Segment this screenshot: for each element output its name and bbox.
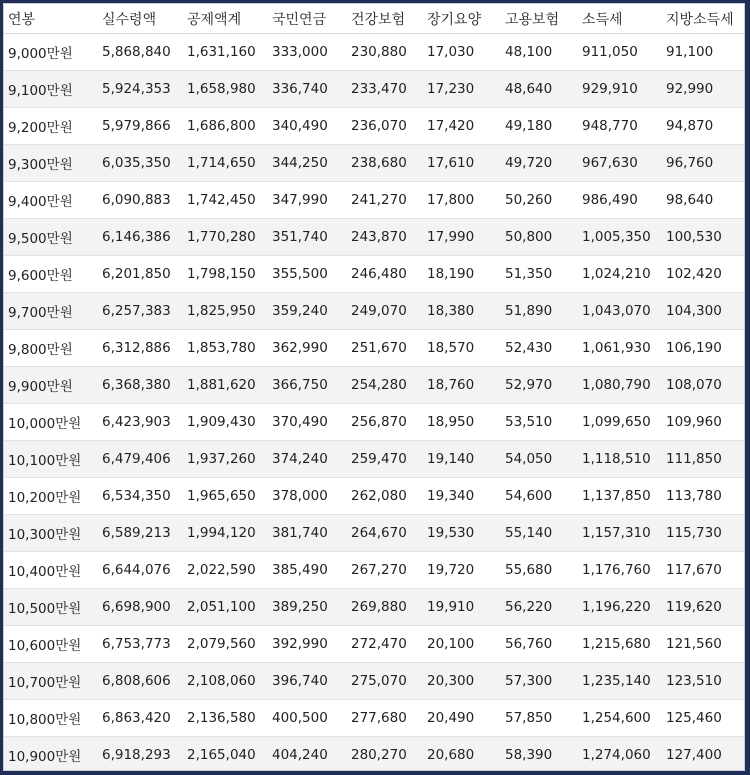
table-cell: 2,022,590 — [183, 552, 268, 589]
table-cell: 1,024,210 — [578, 256, 662, 293]
table-cell: 109,960 — [662, 404, 745, 441]
salary-table — [4, 4, 745, 771]
table-cell: 389,250 — [268, 589, 347, 626]
table-cell: 9,100만원 — [4, 71, 98, 108]
table-cell: 56,760 — [501, 626, 578, 663]
table-cell: 1,798,150 — [183, 256, 268, 293]
table-cell: 1,937,260 — [183, 441, 268, 478]
table-cell: 6,644,076 — [98, 552, 183, 589]
table-cell: 277,680 — [347, 700, 423, 737]
table-cell: 18,950 — [423, 404, 501, 441]
table-cell: 10,100만원 — [4, 441, 98, 478]
table-cell: 269,880 — [347, 589, 423, 626]
table-cell: 1,254,600 — [578, 700, 662, 737]
table-cell: 1,157,310 — [578, 515, 662, 552]
table-cell: 49,180 — [501, 108, 578, 145]
table-cell: 51,890 — [501, 293, 578, 330]
table-cell: 111,850 — [662, 441, 745, 478]
table-row — [4, 108, 745, 145]
table-cell: 49,720 — [501, 145, 578, 182]
table-cell: 18,570 — [423, 330, 501, 367]
table-cell: 2,108,060 — [183, 663, 268, 700]
table-cell: 1,658,980 — [183, 71, 268, 108]
table-cell: 19,720 — [423, 552, 501, 589]
table-cell: 333,000 — [268, 34, 347, 71]
table-row — [4, 34, 745, 71]
table-cell: 10,400만원 — [4, 552, 98, 589]
table-cell: 6,368,380 — [98, 367, 183, 404]
header-salary: 연봉 — [4, 4, 98, 34]
table-cell: 929,910 — [578, 71, 662, 108]
table-cell: 1,099,650 — [578, 404, 662, 441]
table-cell: 98,640 — [662, 182, 745, 219]
table-cell: 102,420 — [662, 256, 745, 293]
table-cell: 19,140 — [423, 441, 501, 478]
table-cell: 986,490 — [578, 182, 662, 219]
table-cell: 10,300만원 — [4, 515, 98, 552]
table-cell: 9,600만원 — [4, 256, 98, 293]
table-cell: 1,080,790 — [578, 367, 662, 404]
table-row — [4, 663, 745, 700]
table-row — [4, 367, 745, 404]
table-cell: 1,196,220 — [578, 589, 662, 626]
table-cell: 115,730 — [662, 515, 745, 552]
table-cell: 246,480 — [347, 256, 423, 293]
table-cell: 19,530 — [423, 515, 501, 552]
table-cell: 344,250 — [268, 145, 347, 182]
table-cell: 233,470 — [347, 71, 423, 108]
table-cell: 127,400 — [662, 737, 745, 772]
table-cell: 52,970 — [501, 367, 578, 404]
table-cell: 280,270 — [347, 737, 423, 772]
table-cell: 50,260 — [501, 182, 578, 219]
table-cell: 230,880 — [347, 34, 423, 71]
table-cell: 91,100 — [662, 34, 745, 71]
table-cell: 48,640 — [501, 71, 578, 108]
table-cell: 9,900만원 — [4, 367, 98, 404]
table-cell: 17,610 — [423, 145, 501, 182]
table-cell: 1,118,510 — [578, 441, 662, 478]
table-cell: 6,201,850 — [98, 256, 183, 293]
table-cell: 10,700만원 — [4, 663, 98, 700]
table-cell: 106,190 — [662, 330, 745, 367]
table-row — [4, 404, 745, 441]
table-cell: 243,870 — [347, 219, 423, 256]
header-total-deduction: 공제액계 — [183, 4, 268, 34]
table-cell: 381,740 — [268, 515, 347, 552]
table-cell: 1,631,160 — [183, 34, 268, 71]
table-cell: 1,714,650 — [183, 145, 268, 182]
table-cell: 20,300 — [423, 663, 501, 700]
table-cell: 10,200만원 — [4, 478, 98, 515]
header-net-pay: 실수령액 — [98, 4, 183, 34]
table-cell: 100,530 — [662, 219, 745, 256]
table-cell: 17,990 — [423, 219, 501, 256]
table-cell: 5,924,353 — [98, 71, 183, 108]
table-cell: 1,686,800 — [183, 108, 268, 145]
header-local-income-tax: 지방소득세 — [662, 4, 745, 34]
table-cell: 6,146,386 — [98, 219, 183, 256]
table-cell: 267,270 — [347, 552, 423, 589]
table-cell: 256,870 — [347, 404, 423, 441]
table-cell: 121,560 — [662, 626, 745, 663]
table-cell: 2,079,560 — [183, 626, 268, 663]
table-cell: 1,742,450 — [183, 182, 268, 219]
table-cell: 119,620 — [662, 589, 745, 626]
table-cell: 55,680 — [501, 552, 578, 589]
table-body — [4, 34, 745, 772]
table-cell: 347,990 — [268, 182, 347, 219]
table-cell: 10,600만원 — [4, 626, 98, 663]
table-cell: 6,753,773 — [98, 626, 183, 663]
table-cell: 251,670 — [347, 330, 423, 367]
table-cell: 272,470 — [347, 626, 423, 663]
table-cell: 1,770,280 — [183, 219, 268, 256]
table-cell: 366,750 — [268, 367, 347, 404]
table-cell: 370,490 — [268, 404, 347, 441]
table-cell: 6,534,350 — [98, 478, 183, 515]
table-cell: 6,035,350 — [98, 145, 183, 182]
table-cell: 351,740 — [268, 219, 347, 256]
table-cell: 2,051,100 — [183, 589, 268, 626]
table-cell: 1,994,120 — [183, 515, 268, 552]
table-cell: 1,825,950 — [183, 293, 268, 330]
table-row — [4, 293, 745, 330]
table-cell: 355,500 — [268, 256, 347, 293]
table-cell: 1,853,780 — [183, 330, 268, 367]
table-cell: 54,600 — [501, 478, 578, 515]
table-header-row — [4, 4, 745, 34]
table-cell: 6,589,213 — [98, 515, 183, 552]
table-cell: 9,200만원 — [4, 108, 98, 145]
table-cell: 6,090,883 — [98, 182, 183, 219]
table-cell: 57,300 — [501, 663, 578, 700]
table-cell: 9,300만원 — [4, 145, 98, 182]
table-cell: 18,760 — [423, 367, 501, 404]
table-cell: 1,005,350 — [578, 219, 662, 256]
table-cell: 238,680 — [347, 145, 423, 182]
table-cell: 359,240 — [268, 293, 347, 330]
table-cell: 19,340 — [423, 478, 501, 515]
table-cell: 17,420 — [423, 108, 501, 145]
table-cell: 6,918,293 — [98, 737, 183, 772]
table-row — [4, 552, 745, 589]
table-cell: 1,061,930 — [578, 330, 662, 367]
table-cell: 1,965,650 — [183, 478, 268, 515]
table-cell: 254,280 — [347, 367, 423, 404]
table-cell: 404,240 — [268, 737, 347, 772]
table-cell: 2,136,580 — [183, 700, 268, 737]
table-cell: 1,176,760 — [578, 552, 662, 589]
table-cell: 125,460 — [662, 700, 745, 737]
table-cell: 54,050 — [501, 441, 578, 478]
table-cell: 51,350 — [501, 256, 578, 293]
table-cell: 56,220 — [501, 589, 578, 626]
table-cell: 362,990 — [268, 330, 347, 367]
table-cell: 9,000만원 — [4, 34, 98, 71]
table-cell: 17,030 — [423, 34, 501, 71]
table-cell: 6,863,420 — [98, 700, 183, 737]
table-cell: 6,312,886 — [98, 330, 183, 367]
table-cell: 9,500만원 — [4, 219, 98, 256]
table-cell: 396,740 — [268, 663, 347, 700]
table-cell: 108,070 — [662, 367, 745, 404]
table-cell: 53,510 — [501, 404, 578, 441]
table-row — [4, 626, 745, 663]
table-cell: 967,630 — [578, 145, 662, 182]
table-cell: 275,070 — [347, 663, 423, 700]
table-cell: 17,230 — [423, 71, 501, 108]
header-income-tax: 소득세 — [578, 4, 662, 34]
table-cell: 340,490 — [268, 108, 347, 145]
table-cell: 19,910 — [423, 589, 501, 626]
table-cell: 6,698,900 — [98, 589, 183, 626]
salary-table-panel — [3, 3, 745, 771]
header-national-pension: 국민연금 — [268, 4, 347, 34]
table-cell: 18,380 — [423, 293, 501, 330]
table-row — [4, 71, 745, 108]
table-cell: 9,700만원 — [4, 293, 98, 330]
table-cell: 52,430 — [501, 330, 578, 367]
table-cell: 9,400만원 — [4, 182, 98, 219]
table-cell: 10,500만원 — [4, 589, 98, 626]
table-cell: 385,490 — [268, 552, 347, 589]
table-row — [4, 737, 745, 772]
table-cell: 241,270 — [347, 182, 423, 219]
table-cell: 1,137,850 — [578, 478, 662, 515]
table-cell: 50,800 — [501, 219, 578, 256]
table-cell: 117,670 — [662, 552, 745, 589]
table-cell: 236,070 — [347, 108, 423, 145]
table-row — [4, 515, 745, 552]
table-cell: 6,808,606 — [98, 663, 183, 700]
table-cell: 57,850 — [501, 700, 578, 737]
table-cell: 400,500 — [268, 700, 347, 737]
table-cell: 113,780 — [662, 478, 745, 515]
header-employment-insurance: 고용보험 — [501, 4, 578, 34]
table-cell: 336,740 — [268, 71, 347, 108]
table-cell: 58,390 — [501, 737, 578, 772]
table-cell: 17,800 — [423, 182, 501, 219]
table-cell: 374,240 — [268, 441, 347, 478]
table-cell: 1,235,140 — [578, 663, 662, 700]
table-cell: 92,990 — [662, 71, 745, 108]
table-cell: 18,190 — [423, 256, 501, 293]
table-cell: 249,070 — [347, 293, 423, 330]
table-row — [4, 182, 745, 219]
table-row — [4, 256, 745, 293]
table-cell: 10,800만원 — [4, 700, 98, 737]
header-long-term-care: 장기요양 — [423, 4, 501, 34]
table-cell: 378,000 — [268, 478, 347, 515]
table-cell: 2,165,040 — [183, 737, 268, 772]
table-row — [4, 441, 745, 478]
table-cell: 1,274,060 — [578, 737, 662, 772]
table-row — [4, 145, 745, 182]
table-cell: 94,870 — [662, 108, 745, 145]
table-cell: 20,490 — [423, 700, 501, 737]
table-row — [4, 219, 745, 256]
table-cell: 6,479,406 — [98, 441, 183, 478]
table-row — [4, 478, 745, 515]
table-row — [4, 700, 745, 737]
header-health-insurance: 건강보험 — [347, 4, 423, 34]
table-cell: 48,100 — [501, 34, 578, 71]
table-cell: 96,760 — [662, 145, 745, 182]
table-cell: 123,510 — [662, 663, 745, 700]
table-cell: 262,080 — [347, 478, 423, 515]
table-cell: 1,215,680 — [578, 626, 662, 663]
table-cell: 1,043,070 — [578, 293, 662, 330]
table-cell: 9,800만원 — [4, 330, 98, 367]
table-row — [4, 589, 745, 626]
table-cell: 6,423,903 — [98, 404, 183, 441]
table-cell: 55,140 — [501, 515, 578, 552]
table-cell: 264,670 — [347, 515, 423, 552]
table-cell: 1,909,430 — [183, 404, 268, 441]
table-cell: 948,770 — [578, 108, 662, 145]
table-cell: 1,881,620 — [183, 367, 268, 404]
table-cell: 6,257,383 — [98, 293, 183, 330]
table-cell: 392,990 — [268, 626, 347, 663]
table-cell: 104,300 — [662, 293, 745, 330]
table-cell: 5,979,866 — [98, 108, 183, 145]
table-cell: 911,050 — [578, 34, 662, 71]
table-cell: 20,100 — [423, 626, 501, 663]
table-row — [4, 330, 745, 367]
table-cell: 10,000만원 — [4, 404, 98, 441]
table-cell: 10,900만원 — [4, 737, 98, 772]
table-cell: 20,680 — [423, 737, 501, 772]
table-cell: 5,868,840 — [98, 34, 183, 71]
table-cell: 259,470 — [347, 441, 423, 478]
